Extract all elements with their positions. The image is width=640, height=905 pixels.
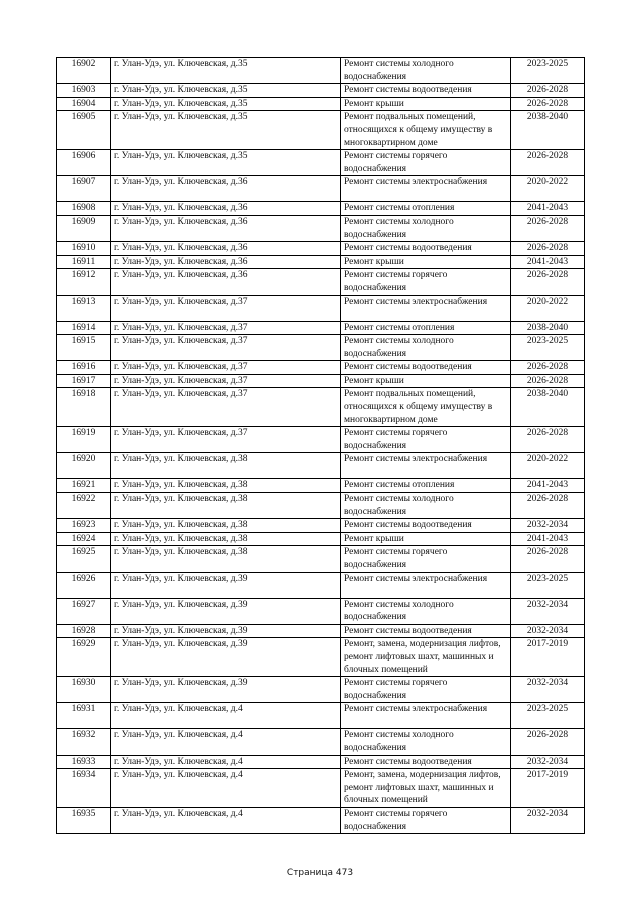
row-address: г. Улан-Удэ, ул. Ключевская, д.37	[111, 427, 341, 453]
row-work-type: Ремонт крыши	[341, 374, 511, 388]
row-address: г. Улан-Удэ, ул. Ключевская, д.39	[111, 638, 341, 677]
row-work-type: Ремонт системы холодного водоснабжения	[341, 493, 511, 519]
row-address: г. Улан-Удэ, ул. Ключевская, д.4	[111, 755, 341, 769]
row-address: г. Улан-Удэ, ул. Ключевская, д.4	[111, 703, 341, 729]
row-address: г. Улан-Удэ, ул. Ключевская, д.35	[111, 97, 341, 111]
row-period: 2023-2025	[511, 58, 585, 84]
row-period: 2032-2034	[511, 807, 585, 833]
row-work-type: Ремонт системы отопления	[341, 479, 511, 493]
row-work-type: Ремонт крыши	[341, 255, 511, 269]
row-address: г. Улан-Удэ, ул. Ключевская, д.39	[111, 598, 341, 624]
table-row	[57, 493, 585, 519]
row-work-type: Ремонт системы горячего водоснабжения	[341, 677, 511, 703]
table-row	[57, 703, 585, 729]
row-period: 2032-2034	[511, 624, 585, 638]
row-period: 2041-2043	[511, 479, 585, 493]
table-row	[57, 729, 585, 755]
row-address: г. Улан-Удэ, ул. Ключевская, д.35	[111, 150, 341, 176]
row-number: 16917	[57, 374, 111, 388]
table-row	[57, 638, 585, 677]
row-address: г. Улан-Удэ, ул. Ключевская, д.39	[111, 572, 341, 598]
row-address: г. Улан-Удэ, ул. Ключевская, д.39	[111, 624, 341, 638]
row-period: 2020-2022	[511, 176, 585, 202]
row-work-type: Ремонт системы водоотведения	[341, 624, 511, 638]
row-period: 2023-2025	[511, 572, 585, 598]
table-row	[57, 97, 585, 111]
row-period: 2032-2034	[511, 598, 585, 624]
table-row	[57, 335, 585, 361]
row-address: г. Улан-Удэ, ул. Ключевская, д.38	[111, 453, 341, 479]
table-row	[57, 111, 585, 150]
row-number: 16919	[57, 427, 111, 453]
row-address: г. Улан-Удэ, ул. Ключевская, д.4	[111, 769, 341, 808]
row-work-type: Ремонт системы горячего водоснабжения	[341, 546, 511, 572]
row-address: г. Улан-Удэ, ул. Ключевская, д.4	[111, 807, 341, 833]
row-number: 16905	[57, 111, 111, 150]
row-period: 2026-2028	[511, 729, 585, 755]
row-work-type: Ремонт системы водоотведения	[341, 361, 511, 375]
row-number: 16909	[57, 215, 111, 241]
table-row	[57, 769, 585, 808]
table-row	[57, 427, 585, 453]
row-period: 2038-2040	[511, 321, 585, 335]
row-period: 2020-2022	[511, 453, 585, 479]
row-period: 2038-2040	[511, 111, 585, 150]
table-row	[57, 479, 585, 493]
table-row	[57, 532, 585, 546]
row-work-type: Ремонт, замена, модернизация лифтов, ремонт лифтовых шахт, машинных и блочных помещений	[341, 769, 511, 808]
row-work-type: Ремонт, замена, модернизация лифтов, ремонт лифтовых шахт, машинных и блочных помещений	[341, 638, 511, 677]
row-address: г. Улан-Удэ, ул. Ключевская, д.37	[111, 295, 341, 321]
row-work-type: Ремонт системы горячего водоснабжения	[341, 150, 511, 176]
table-row	[57, 598, 585, 624]
row-number: 16908	[57, 202, 111, 216]
table-row	[57, 202, 585, 216]
table-row	[57, 755, 585, 769]
row-period: 2041-2043	[511, 532, 585, 546]
row-address: г. Улан-Удэ, ул. Ключевская, д.37	[111, 335, 341, 361]
row-address: г. Улан-Удэ, ул. Ключевская, д.36	[111, 269, 341, 295]
row-work-type: Ремонт системы холодного водоснабжения	[341, 598, 511, 624]
row-number: 16927	[57, 598, 111, 624]
row-address: г. Улан-Удэ, ул. Ключевская, д.37	[111, 361, 341, 375]
row-number: 16907	[57, 176, 111, 202]
table-row	[57, 295, 585, 321]
row-address: г. Улан-Удэ, ул. Ключевская, д.37	[111, 388, 341, 427]
row-work-type: Ремонт системы горячего водоснабжения	[341, 427, 511, 453]
row-period: 2026-2028	[511, 242, 585, 256]
row-number: 16910	[57, 242, 111, 256]
row-period: 2026-2028	[511, 493, 585, 519]
row-number: 16930	[57, 677, 111, 703]
row-work-type: Ремонт системы отопления	[341, 321, 511, 335]
row-period: 2026-2028	[511, 215, 585, 241]
table-row	[57, 242, 585, 256]
row-work-type: Ремонт системы электроснабжения	[341, 453, 511, 479]
row-number: 16931	[57, 703, 111, 729]
row-work-type: Ремонт системы отопления	[341, 202, 511, 216]
row-number: 16933	[57, 755, 111, 769]
row-number: 16924	[57, 532, 111, 546]
row-address: г. Улан-Удэ, ул. Ключевская, д.38	[111, 532, 341, 546]
row-address: г. Улан-Удэ, ул. Ключевская, д.36	[111, 215, 341, 241]
row-address: г. Улан-Удэ, ул. Ключевская, д.39	[111, 677, 341, 703]
row-period: 2041-2043	[511, 255, 585, 269]
row-work-type: Ремонт системы электроснабжения	[341, 295, 511, 321]
row-number: 16925	[57, 546, 111, 572]
row-number: 16929	[57, 638, 111, 677]
table-row	[57, 84, 585, 98]
repair-schedule-table	[56, 57, 585, 834]
row-address: г. Улан-Удэ, ул. Ключевская, д.36	[111, 255, 341, 269]
row-work-type: Ремонт системы холодного водоснабжения	[341, 335, 511, 361]
row-work-type: Ремонт системы электроснабжения	[341, 572, 511, 598]
row-work-type: Ремонт системы горячего водоснабжения	[341, 807, 511, 833]
page-number: Страница 473	[286, 868, 354, 878]
table-body	[57, 58, 585, 834]
row-address: г. Улан-Удэ, ул. Ключевская, д.35	[111, 111, 341, 150]
table-row	[57, 269, 585, 295]
row-work-type: Ремонт подвальных помещений, относящихся к общему имуществу в многоквартирном доме	[341, 388, 511, 427]
row-work-type: Ремонт системы водоотведения	[341, 242, 511, 256]
row-work-type: Ремонт системы электроснабжения	[341, 703, 511, 729]
row-period: 2026-2028	[511, 427, 585, 453]
row-number: 16914	[57, 321, 111, 335]
table-row	[57, 624, 585, 638]
table-row	[57, 150, 585, 176]
row-period: 2017-2019	[511, 638, 585, 677]
row-number: 16922	[57, 493, 111, 519]
row-work-type: Ремонт системы холодного водоснабжения	[341, 729, 511, 755]
row-period: 2020-2022	[511, 295, 585, 321]
row-period: 2038-2040	[511, 388, 585, 427]
table-row	[57, 374, 585, 388]
row-address: г. Улан-Удэ, ул. Ключевская, д.36	[111, 176, 341, 202]
table-row	[57, 677, 585, 703]
row-number: 16932	[57, 729, 111, 755]
row-number: 16920	[57, 453, 111, 479]
table-row	[57, 807, 585, 833]
row-number: 16906	[57, 150, 111, 176]
row-period: 2032-2034	[511, 677, 585, 703]
row-number: 16904	[57, 97, 111, 111]
row-period: 2023-2025	[511, 703, 585, 729]
row-number: 16934	[57, 769, 111, 808]
row-period: 2026-2028	[511, 374, 585, 388]
row-address: г. Улан-Удэ, ул. Ключевская, д.37	[111, 374, 341, 388]
row-address: г. Улан-Удэ, ул. Ключевская, д.35	[111, 84, 341, 98]
row-number: 16902	[57, 58, 111, 84]
row-work-type: Ремонт системы электроснабжения	[341, 176, 511, 202]
row-period: 2026-2028	[511, 84, 585, 98]
table-row	[57, 361, 585, 375]
row-number: 16903	[57, 84, 111, 98]
row-address: г. Улан-Удэ, ул. Ключевская, д.36	[111, 202, 341, 216]
row-period: 2026-2028	[511, 269, 585, 295]
table-row	[57, 453, 585, 479]
row-address: г. Улан-Удэ, ул. Ключевская, д.37	[111, 321, 341, 335]
document-page	[56, 57, 584, 834]
row-number: 16916	[57, 361, 111, 375]
row-address: г. Улан-Удэ, ул. Ключевская, д.38	[111, 546, 341, 572]
row-work-type: Ремонт системы водоотведения	[341, 755, 511, 769]
row-period: 2032-2034	[511, 519, 585, 533]
table-row	[57, 176, 585, 202]
row-work-type: Ремонт системы горячего водоснабжения	[341, 269, 511, 295]
row-period: 2023-2025	[511, 335, 585, 361]
row-period: 2026-2028	[511, 361, 585, 375]
table-row	[57, 255, 585, 269]
table-row	[57, 215, 585, 241]
row-number: 16935	[57, 807, 111, 833]
row-work-type: Ремонт подвальных помещений, относящихся к общему имуществу в многоквартирном доме	[341, 111, 511, 150]
row-number: 16921	[57, 479, 111, 493]
row-address: г. Улан-Удэ, ул. Ключевская, д.38	[111, 493, 341, 519]
row-period: 2026-2028	[511, 97, 585, 111]
row-work-type: Ремонт системы холодного водоснабжения	[341, 58, 511, 84]
row-period: 2017-2019	[511, 769, 585, 808]
row-number: 16928	[57, 624, 111, 638]
row-number: 16926	[57, 572, 111, 598]
table-row	[57, 519, 585, 533]
row-address: г. Улан-Удэ, ул. Ключевская, д.4	[111, 729, 341, 755]
row-period: 2041-2043	[511, 202, 585, 216]
row-address: г. Улан-Удэ, ул. Ключевская, д.35	[111, 58, 341, 84]
table-row	[57, 388, 585, 427]
row-number: 16911	[57, 255, 111, 269]
table-row	[57, 572, 585, 598]
row-address: г. Улан-Удэ, ул. Ключевская, д.36	[111, 242, 341, 256]
row-number: 16923	[57, 519, 111, 533]
row-number: 16918	[57, 388, 111, 427]
row-work-type: Ремонт крыши	[341, 97, 511, 111]
table-row	[57, 58, 585, 84]
row-work-type: Ремонт системы холодного водоснабжения	[341, 215, 511, 241]
row-number: 16912	[57, 269, 111, 295]
row-period: 2026-2028	[511, 546, 585, 572]
row-work-type: Ремонт крыши	[341, 532, 511, 546]
table-row	[57, 546, 585, 572]
row-period: 2032-2034	[511, 755, 585, 769]
row-period: 2026-2028	[511, 150, 585, 176]
row-number: 16915	[57, 335, 111, 361]
row-work-type: Ремонт системы водоотведения	[341, 84, 511, 98]
table-row	[57, 321, 585, 335]
row-number: 16913	[57, 295, 111, 321]
row-address: г. Улан-Удэ, ул. Ключевская, д.38	[111, 519, 341, 533]
row-work-type: Ремонт системы водоотведения	[341, 519, 511, 533]
row-address: г. Улан-Удэ, ул. Ключевская, д.38	[111, 479, 341, 493]
